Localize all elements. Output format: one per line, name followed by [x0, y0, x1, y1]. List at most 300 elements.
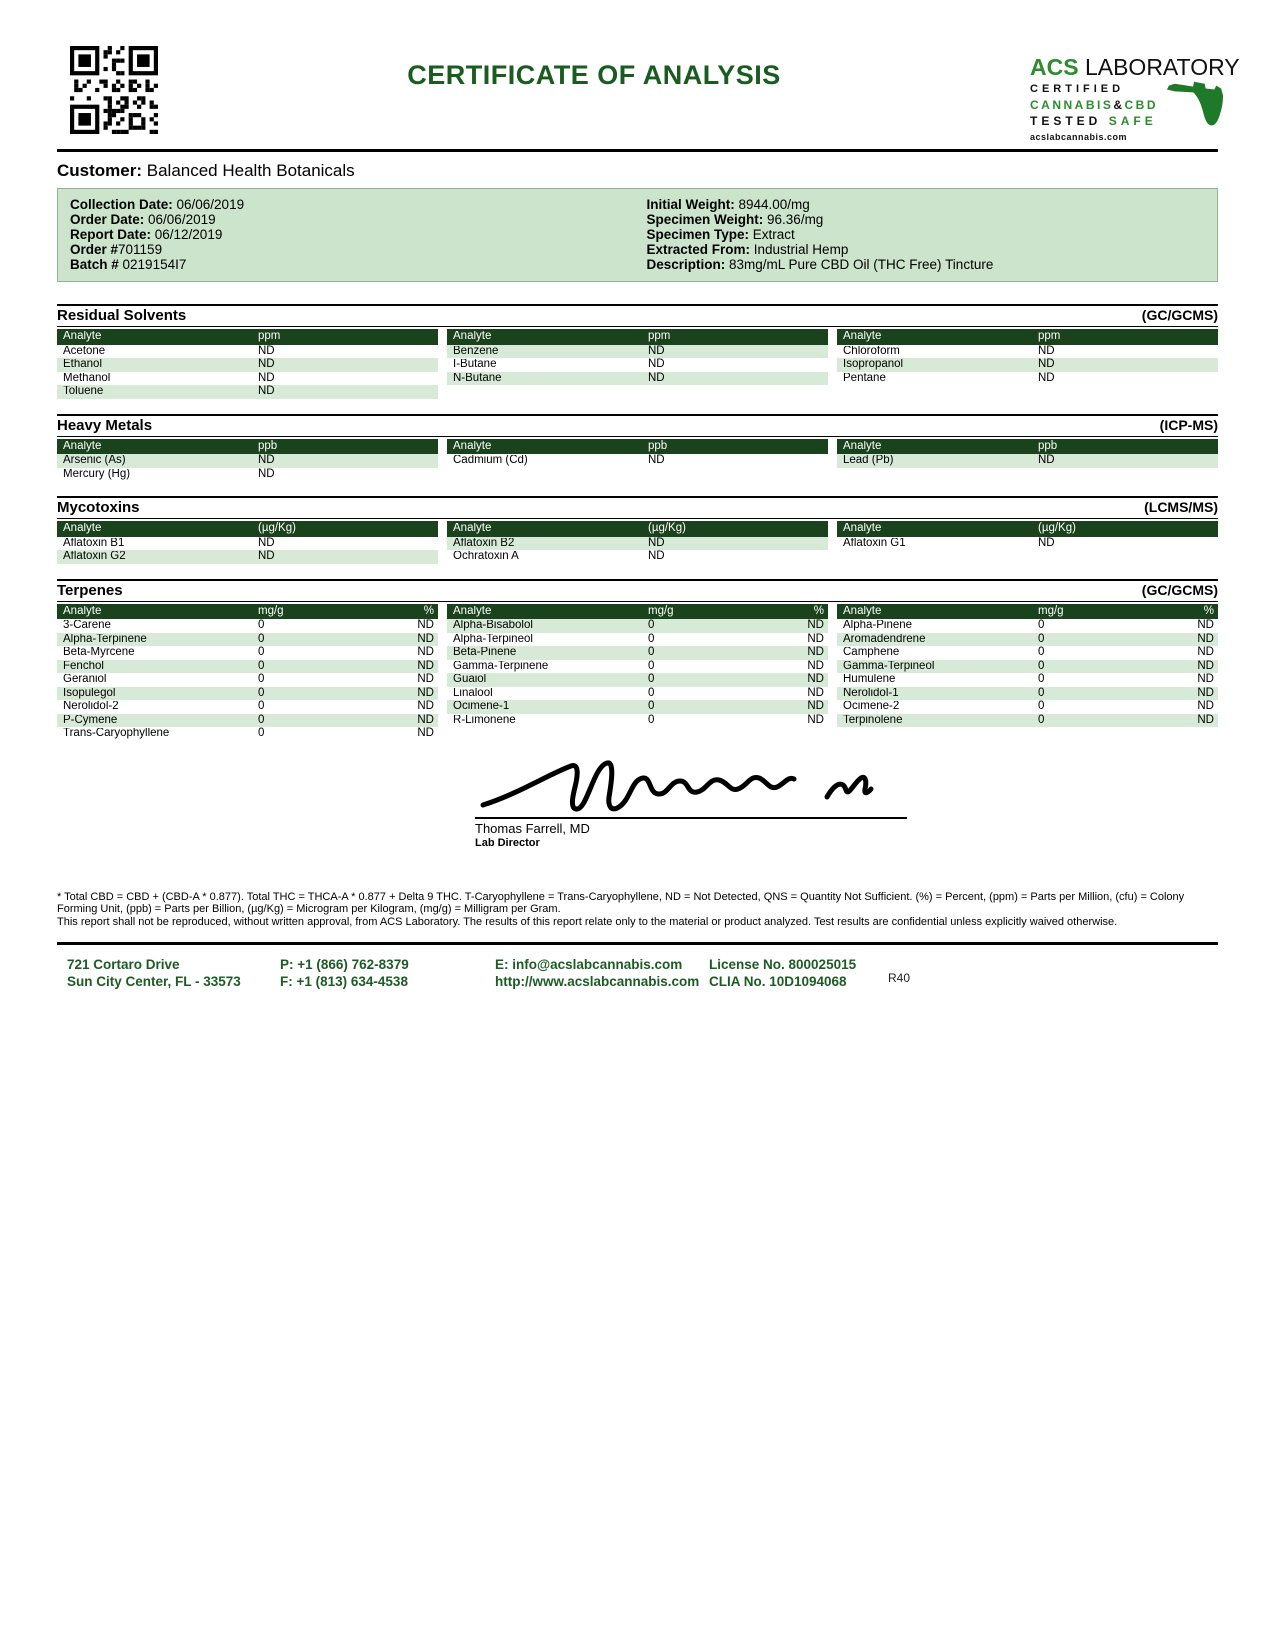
- column-header: Analyte: [63, 440, 102, 452]
- footer-column: [495, 956, 709, 990]
- table-row: [447, 345, 828, 359]
- table-row: [447, 646, 828, 660]
- analyte-value: 0: [648, 673, 655, 685]
- info-field-value: 06/06/2019: [144, 212, 216, 227]
- info-column-left: [70, 197, 638, 272]
- analyte-value: 0: [648, 632, 655, 645]
- info-field: [70, 242, 638, 257]
- section-terpenes: [57, 579, 1218, 741]
- analyte-value: 0: [258, 686, 265, 699]
- analyte-table: [447, 329, 828, 399]
- section-method: (LCMS/MS): [1144, 499, 1218, 515]
- analyte-value: ND: [648, 358, 665, 370]
- analyte-name: Methanol: [63, 372, 111, 384]
- section-tables: [57, 329, 1218, 399]
- column-header: ppm: [1038, 330, 1061, 342]
- analyte-value: 0: [258, 673, 265, 685]
- table-row: [57, 385, 438, 399]
- info-field-label: Description:: [646, 257, 726, 272]
- column-header: (µg/Kg): [1038, 522, 1076, 534]
- analyte-table: [447, 439, 828, 482]
- column-header: Analyte: [843, 331, 882, 342]
- info-field: [70, 212, 638, 227]
- analyte-name: Ochratoxin A: [453, 551, 519, 562]
- table-header-row: [447, 521, 828, 537]
- footer-line: License No. 800025015: [709, 957, 857, 972]
- analyte-name: Aflatoxin B2: [453, 537, 515, 549]
- results-sections: [57, 304, 1218, 741]
- analyte-value: ND: [807, 632, 824, 645]
- info-field-label: Order Date:: [70, 212, 145, 227]
- analyte-name: Lead (Pb): [843, 455, 894, 466]
- section-method: (GC/GCMS): [1141, 581, 1218, 598]
- analyte-value: ND: [1197, 713, 1214, 726]
- table-row: [837, 454, 1218, 468]
- analyte-value: ND: [648, 454, 665, 466]
- analyte-name: Isopropanol: [843, 359, 904, 370]
- footer-line: F: +1 (813) 634-4538: [280, 974, 408, 989]
- table-row: [837, 660, 1218, 674]
- footer-line: Sun City Center, FL - 33573: [67, 974, 241, 989]
- column-header: (µg/Kg): [258, 522, 296, 534]
- analyte-value: ND: [807, 673, 824, 685]
- info-field-label: Collection Date:: [70, 197, 173, 212]
- analyte-value: ND: [648, 344, 665, 357]
- analyte-value: ND: [1197, 659, 1214, 672]
- column-header: ppb: [648, 439, 668, 452]
- column-header: Analyte: [453, 440, 492, 452]
- section-header-mycotoxins: [57, 496, 1218, 519]
- column-header: Analyte: [843, 440, 882, 452]
- table-row: [837, 714, 1218, 728]
- logo-laboratory-text: LABORATORY: [1084, 54, 1240, 80]
- table-header-row: [837, 329, 1218, 345]
- table-row: [837, 537, 1218, 551]
- analyte-value: 0: [258, 700, 265, 712]
- footer-contact: [57, 956, 1218, 990]
- analyte-table: [57, 439, 438, 482]
- table-row: [57, 550, 438, 564]
- analyte-table: [447, 521, 828, 564]
- analyte-value: 0: [1038, 673, 1045, 685]
- table-header-row: [447, 604, 828, 620]
- footnote-disclaimer: This report shall not be reproduced, without written approval, from ACS Laboratory. The results of this report relate only to the material or product analyzed. Test results are confidential unless explicitly waived otherwise.: [57, 915, 1118, 928]
- section-mycotoxins: [57, 496, 1218, 564]
- analyte-name: Camphene: [843, 647, 900, 658]
- footer-column: [280, 956, 495, 990]
- analyte-name: Linalool: [453, 687, 493, 699]
- analyte-name: Acetone: [63, 345, 106, 357]
- column-header: Analyte: [453, 605, 492, 617]
- table-header-row: [837, 439, 1218, 455]
- column-header: ppm: [258, 330, 281, 342]
- analyte-value: 0: [1038, 713, 1045, 726]
- table-header-row: [57, 439, 438, 455]
- analyte-name: Nerolidol-2: [63, 701, 119, 712]
- footer-line: http://www.acslabcannabis.com: [495, 974, 700, 989]
- signatory-name: Thomas Farrell, MD: [475, 820, 590, 836]
- page-title: CERTIFICATE OF ANALYSIS: [407, 60, 781, 90]
- info-field-value: Industrial Hemp: [750, 242, 849, 257]
- analyte-value: ND: [1197, 686, 1214, 699]
- column-header: %: [813, 604, 824, 617]
- analyte-table: [837, 604, 1218, 741]
- logo-brand: [1030, 54, 1240, 80]
- info-field-label: Extracted From:: [646, 242, 751, 257]
- section-residual-solvents: [57, 304, 1218, 399]
- info-column-right: [638, 197, 1206, 272]
- analyte-value: ND: [258, 550, 275, 562]
- analyte-name: Humulene: [843, 674, 896, 685]
- info-field: [647, 242, 1206, 257]
- footnote-definitions: * Total CBD = CBD + (CBD-A * 0.877). Total THC = THCA-A * 0.877 + Delta 9 THC. T-Caryophyllene = Trans-Caryophyllene, ND = Not Detected, QNS = Quantity Not Sufficient. (%) = Percent, (ppm) = Parts per Million, (cfu) = Colony Forming Unit, (ppb) = Parts per Billion, (µg/Kg) = Microgram per Kilogram, (mg/g) = Milligram per Gram.: [57, 890, 1185, 915]
- analyte-value: ND: [417, 619, 434, 631]
- logo-cbd: CBD: [1124, 98, 1159, 112]
- specimen-info-box: [57, 188, 1218, 282]
- info-field-value: 06/12/2019: [151, 227, 223, 242]
- analyte-value: 0: [258, 727, 265, 739]
- analyte-value: ND: [807, 700, 824, 712]
- analyte-name: Alpha-Terpineol: [453, 633, 533, 645]
- section-tables: [57, 521, 1218, 564]
- analyte-value: 0: [1038, 646, 1045, 658]
- footer-divider: [57, 942, 1218, 945]
- analyte-value: ND: [1038, 344, 1055, 357]
- analyte-value: 0: [648, 619, 655, 631]
- analyte-name: N-Butane: [453, 372, 502, 384]
- analyte-name: Ethanol: [63, 359, 103, 370]
- analyte-value: 0: [258, 632, 265, 645]
- signature-block: [475, 753, 907, 849]
- qr-code: [70, 46, 158, 134]
- signature-line: [475, 817, 907, 819]
- analyte-name: R-Limonene: [453, 714, 516, 726]
- analyte-table: [57, 604, 438, 741]
- column-header: %: [1203, 604, 1214, 617]
- analyte-value: ND: [258, 371, 275, 384]
- logo-safe: SAFE: [1108, 114, 1157, 128]
- info-field: [647, 227, 1206, 242]
- column-header: (µg/Kg): [648, 522, 686, 534]
- table-row: [57, 345, 438, 359]
- table-header-row: [837, 521, 1218, 537]
- table-row: [447, 537, 828, 551]
- table-row: [447, 687, 828, 701]
- analyte-value: ND: [807, 619, 824, 631]
- table-row: [57, 633, 438, 647]
- table-header-row: [57, 329, 438, 345]
- analyte-value: ND: [1038, 536, 1055, 549]
- analyte-table: [57, 521, 438, 564]
- analyte-name: Alpha-Pinene: [843, 620, 913, 631]
- logo-website: acslabcannabis.com: [1030, 132, 1128, 142]
- analyte-name: Nerolidol-1: [843, 687, 899, 699]
- customer-name: Balanced Health Botanicals: [146, 161, 355, 180]
- info-field-label: Initial Weight:: [646, 197, 735, 212]
- column-header: Analyte: [843, 523, 882, 534]
- analyte-value: ND: [648, 536, 665, 549]
- footer-column: [709, 956, 1218, 990]
- analyte-value: ND: [807, 646, 824, 658]
- analyte-value: 0: [648, 659, 655, 672]
- analyte-name: Ocimene-1: [453, 701, 510, 712]
- column-header: mg/g: [258, 604, 284, 617]
- analyte-name: P-Cymene: [63, 714, 118, 726]
- table-row: [57, 673, 438, 687]
- column-header: Analyte: [453, 523, 492, 534]
- table-row: [837, 372, 1218, 386]
- analyte-name: Aflatoxin B1: [63, 537, 125, 549]
- analyte-value: ND: [258, 358, 275, 370]
- section-title: Terpenes: [57, 581, 123, 599]
- table-row: [447, 358, 828, 372]
- analyte-name: Aflatoxin G2: [63, 551, 126, 562]
- analyte-value: ND: [258, 536, 275, 549]
- analyte-value: 0: [1038, 686, 1045, 699]
- analyte-name: Beta-Pinene: [453, 647, 517, 658]
- table-row: [57, 372, 438, 386]
- analyte-value: 0: [1038, 632, 1045, 645]
- column-header: Analyte: [843, 605, 882, 617]
- analyte-value: ND: [417, 673, 434, 685]
- info-field-value: 8944.00/mg: [734, 197, 810, 212]
- info-field-value: 701159: [118, 242, 163, 257]
- analyte-name: Aromadendrene: [843, 633, 926, 645]
- analyte-name: Gamma-Terpinene: [453, 660, 549, 672]
- header: [57, 0, 1240, 142]
- table-row: [447, 550, 828, 564]
- analyte-value: ND: [258, 385, 275, 397]
- footer-line: 721 Cortaro Drive: [67, 957, 180, 972]
- info-field: [70, 197, 638, 212]
- analyte-table: [447, 604, 828, 741]
- table-row: [57, 714, 438, 728]
- table-row: [57, 537, 438, 551]
- analyte-name: Chloroform: [843, 345, 900, 357]
- logo-tested: TESTED: [1030, 114, 1102, 128]
- analyte-name: Terpinolene: [843, 714, 903, 726]
- info-field-label: Specimen Weight:: [646, 212, 764, 227]
- analyte-value: ND: [807, 686, 824, 699]
- table-row: [57, 700, 438, 714]
- table-row: [837, 673, 1218, 687]
- table-header-row: [447, 329, 828, 345]
- info-field: [647, 197, 1206, 212]
- table-row: [447, 454, 828, 468]
- analyte-value: 0: [648, 686, 655, 699]
- acs-laboratory-logo: [1030, 46, 1240, 142]
- table-header-row: [837, 604, 1218, 620]
- section-header-residual-solvents: [57, 304, 1218, 327]
- analyte-name: Cadmium (Cd): [453, 455, 528, 466]
- analyte-value: 0: [648, 713, 655, 726]
- info-field-label: Order #: [70, 242, 119, 257]
- analyte-name: Beta-Myrcene: [63, 647, 135, 658]
- table-header-row: [57, 604, 438, 620]
- analyte-value: ND: [258, 344, 275, 357]
- footnotes: [57, 891, 1218, 929]
- info-field-label: Batch #: [70, 257, 119, 272]
- analyte-value: ND: [417, 727, 434, 739]
- column-header: Analyte: [63, 605, 102, 617]
- analyte-name: Arsenic (As): [63, 455, 126, 466]
- analyte-value: ND: [1038, 371, 1055, 384]
- info-field-value: 96.36/mg: [763, 212, 824, 227]
- table-row: [447, 700, 828, 714]
- section-method: (ICP-MS): [1159, 416, 1218, 433]
- table-row: [837, 619, 1218, 633]
- table-row: [57, 454, 438, 468]
- analyte-name: 3-Carene: [63, 620, 111, 631]
- analyte-value: 0: [648, 646, 655, 658]
- customer-line: [57, 161, 1218, 181]
- analyte-table: [837, 521, 1218, 564]
- info-field: [647, 257, 1206, 272]
- column-header: Analyte: [63, 523, 102, 534]
- table-row: [447, 619, 828, 633]
- analyte-value: 0: [258, 619, 265, 631]
- table-row: [447, 714, 828, 728]
- analyte-value: ND: [417, 646, 434, 658]
- column-header: mg/g: [648, 604, 674, 617]
- florida-state-icon: [1166, 78, 1224, 130]
- analyte-name: Geraniol: [63, 674, 107, 685]
- analyte-value: ND: [648, 550, 665, 562]
- column-header: %: [423, 604, 434, 617]
- analyte-value: 0: [1038, 700, 1045, 712]
- info-field-value: Extract: [749, 227, 795, 242]
- analyte-name: Toluene: [63, 386, 104, 397]
- analyte-table: [57, 329, 438, 399]
- section-title: Residual Solvents: [57, 307, 187, 324]
- info-field-value: 06/06/2019: [172, 197, 245, 212]
- customer-label: Customer:: [57, 161, 143, 180]
- analyte-value: 0: [1038, 619, 1045, 631]
- analyte-value: 0: [258, 646, 265, 658]
- table-row: [447, 633, 828, 647]
- analyte-name: Ocimene-2: [843, 701, 900, 712]
- analyte-value: 0: [1038, 659, 1045, 672]
- table-row: [57, 727, 438, 741]
- analyte-value: ND: [807, 659, 824, 672]
- footer-line: E: info@acslabcannabis.com: [495, 957, 683, 972]
- analyte-value: ND: [417, 713, 434, 726]
- info-field-value: 0219154I7: [118, 257, 187, 272]
- analyte-value: ND: [807, 713, 824, 726]
- table-row: [57, 358, 438, 372]
- analyte-name: Trans-Caryophyllene: [63, 728, 170, 739]
- analyte-value: ND: [1038, 454, 1055, 466]
- analyte-name: Alpha-Terpinene: [63, 633, 147, 645]
- section-heavy-metals: [57, 414, 1218, 482]
- table-row: [57, 468, 438, 482]
- analyte-value: ND: [258, 467, 275, 480]
- info-field-label: Specimen Type:: [646, 227, 750, 242]
- info-field: [70, 257, 638, 272]
- table-header-row: [57, 521, 438, 537]
- analyte-value: 0: [648, 700, 655, 712]
- analyte-value: ND: [417, 659, 434, 672]
- column-header: Analyte: [453, 331, 492, 342]
- analyte-value: ND: [1038, 358, 1055, 370]
- logo-cannabis: CANNABIS: [1030, 98, 1114, 112]
- column-header: ppb: [258, 439, 278, 452]
- analyte-value: ND: [417, 632, 434, 645]
- analyte-value: ND: [1197, 673, 1214, 685]
- analyte-value: ND: [1197, 619, 1214, 631]
- footer-column: [67, 956, 280, 990]
- info-field: [647, 212, 1206, 227]
- analyte-name: Aflatoxin G1: [843, 537, 906, 549]
- page-reference: R40: [888, 971, 911, 985]
- analyte-value: ND: [417, 686, 434, 699]
- table-row: [837, 687, 1218, 701]
- footer-line: P: +1 (866) 762-8379: [280, 957, 409, 972]
- table-row: [447, 372, 828, 386]
- table-row: [837, 358, 1218, 372]
- analyte-value: 0: [258, 659, 265, 672]
- column-header: mg/g: [1038, 604, 1064, 617]
- analyte-name: Benzene: [453, 345, 499, 357]
- signature-scribble: [475, 753, 907, 817]
- table-row: [837, 345, 1218, 359]
- analyte-value: ND: [1197, 632, 1214, 645]
- info-field: [70, 227, 638, 242]
- logo-acs-text: ACS: [1030, 54, 1079, 80]
- analyte-value: 0: [258, 713, 265, 726]
- section-title: Mycotoxins: [57, 499, 140, 516]
- table-row: [837, 646, 1218, 660]
- table-row: [837, 633, 1218, 647]
- analyte-name: Gamma-Terpineol: [843, 660, 935, 672]
- analyte-value: ND: [258, 454, 275, 466]
- table-row: [57, 619, 438, 633]
- info-field-value: 83mg/mL Pure CBD Oil (THC Free) Tincture: [725, 257, 994, 272]
- section-tables: [57, 439, 1218, 482]
- table-row: [447, 673, 828, 687]
- section-header-heavy-metals: [57, 414, 1218, 437]
- header-divider: [57, 149, 1218, 152]
- analyte-name: Isopulegol: [63, 687, 116, 699]
- analyte-table: [837, 439, 1218, 482]
- footer-line: CLIA No. 10D1094068: [709, 974, 847, 989]
- table-row: [447, 660, 828, 674]
- section-header-terpenes: [57, 579, 1218, 602]
- analyte-value: ND: [648, 371, 665, 384]
- analyte-table: [837, 329, 1218, 399]
- logo-certified-text: CERTIFIED: [1030, 83, 1125, 95]
- column-header: ppb: [1038, 439, 1058, 452]
- column-header: ppm: [648, 330, 671, 342]
- signatory-title: Lab Director: [475, 836, 540, 849]
- info-field-label: Report Date:: [70, 227, 152, 242]
- section-method: (GC/GCMS): [1141, 307, 1218, 323]
- table-header-row: [447, 439, 828, 455]
- analyte-value: ND: [417, 700, 434, 712]
- analyte-name: Pentane: [843, 372, 886, 384]
- column-header: Analyte: [63, 331, 102, 342]
- analyte-name: Mercury (Hg): [63, 468, 131, 480]
- analyte-value: ND: [1197, 646, 1214, 658]
- analyte-name: Guaiol: [453, 674, 487, 685]
- analyte-name: Fenchol: [63, 660, 104, 672]
- title-wrap: [158, 46, 1030, 91]
- section-title: Heavy Metals: [57, 416, 153, 434]
- table-row: [57, 687, 438, 701]
- logo-ampersand: &: [1113, 98, 1125, 112]
- table-row: [57, 646, 438, 660]
- section-tables: [57, 604, 1218, 741]
